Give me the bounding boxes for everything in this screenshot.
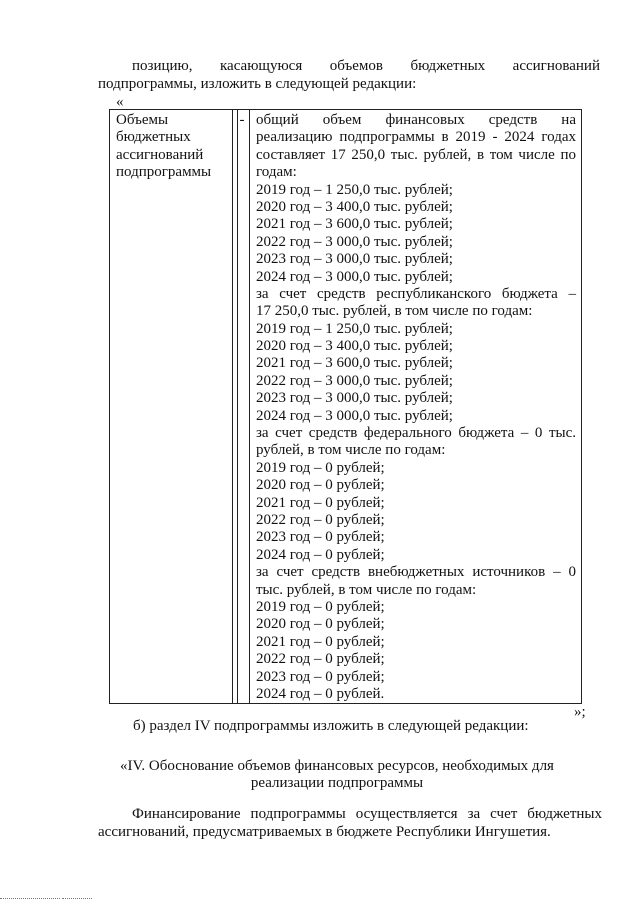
- section-heading: [100, 758, 574, 793]
- table-content-line: 2023 год – 3 000,0 тыс. рублей;: [256, 390, 453, 407]
- label-line: ассигнований: [116, 146, 204, 163]
- budget-table: [109, 109, 582, 704]
- table-content-line: 2023 год – 3 000,0 тыс. рублей;: [256, 251, 453, 268]
- column-divider-3: [249, 109, 250, 704]
- table-content-line: 2019 год – 0 рублей;: [256, 459, 385, 476]
- intro-line-1: позицию, касающуюся объемов бюджетных ассигнований: [132, 58, 600, 74]
- table-content-line: за счет средств внебюджетных источников – 0: [256, 564, 576, 581]
- table-content-line: 2023 год – 0 рублей;: [256, 529, 385, 546]
- table-content-line: реализацию подпрограммы в 2019 - 2024 годах: [256, 129, 576, 146]
- table-content-line: 2021 год – 3 600,0 тыс. рублей;: [256, 355, 453, 372]
- table-content-line: 2023 год – 0 рублей;: [256, 668, 385, 685]
- table-content-line: общий объем финансовых средств на: [256, 112, 576, 128]
- section-b-instruction: б) раздел IV подпрограммы изложить в следующей редакции:: [133, 718, 529, 734]
- table-content-line: 2022 год – 3 000,0 тыс. рублей;: [256, 233, 453, 250]
- table-content-line: 2024 год – 3 000,0 тыс. рублей;: [256, 407, 453, 424]
- table-content-line: 2020 год – 0 рублей;: [256, 477, 385, 494]
- table-content-line: тыс. рублей, в том числе по годам:: [256, 581, 477, 598]
- table-content-line: составляет 17 250,0 тыс. рублей, в том числе по: [256, 146, 576, 163]
- table-content-line: 2020 год – 0 рублей;: [256, 616, 385, 633]
- intro-line-2: подпрограммы, изложить в следующей редакции:: [98, 76, 417, 92]
- paragraph-line-1: Финансирование подпрограммы осуществляется за счет бюджетных: [132, 806, 602, 822]
- table-content-line: 2019 год – 1 250,0 тыс. рублей;: [256, 181, 453, 198]
- table-content-cell: [256, 112, 576, 703]
- label-line: Объемы: [116, 112, 169, 128]
- column-divider-1: [232, 109, 233, 704]
- table-content-line: 2024 год – 0 рублей.: [256, 685, 385, 702]
- heading-line: реализации подпрограммы: [250, 775, 424, 792]
- open-quote: «: [116, 94, 124, 110]
- table-content-line: 2021 год – 0 рублей;: [256, 633, 385, 650]
- table-content-line: 2024 год – 3 000,0 тыс. рублей;: [256, 268, 453, 285]
- paragraph-line-2: ассигнований, предусматриваемых в бюджете Республики Ингушетия.: [98, 824, 551, 840]
- table-label-cell: [116, 112, 236, 182]
- table-content-line: 2020 год – 3 400,0 тыс. рублей;: [256, 198, 453, 215]
- scan-edge-mark: [0, 898, 60, 900]
- table-content-line: за счет средств федерального бюджета – 0 тыс.: [256, 425, 576, 442]
- label-line: бюджетных: [116, 129, 191, 146]
- table-content-line: за счет средств республиканского бюджета –: [256, 285, 576, 302]
- heading-line: «IV. Обоснование объемов финансовых ресурсов, необходимых для: [120, 758, 554, 774]
- table-content-line: 2022 год – 0 рублей;: [256, 651, 385, 668]
- table-content-line: 2021 год – 3 600,0 тыс. рублей;: [256, 216, 453, 233]
- table-content-line: годам:: [256, 164, 297, 181]
- close-quote: »;: [574, 704, 586, 720]
- table-content-line: рублей, в том числе по годам:: [256, 442, 446, 459]
- table-content-line: 2022 год – 3 000,0 тыс. рублей;: [256, 372, 453, 389]
- table-content-line: 2022 год – 0 рублей;: [256, 511, 385, 528]
- table-dash-cell: -: [239, 112, 245, 128]
- table-content-line: 2019 год – 1 250,0 тыс. рублей;: [256, 320, 453, 337]
- table-content-line: 2024 год – 0 рублей;: [256, 546, 385, 563]
- table-content-line: 2020 год – 3 400,0 тыс. рублей;: [256, 338, 453, 355]
- scan-edge-mark: [62, 898, 92, 900]
- table-content-line: 17 250,0 тыс. рублей, в том числе по годам:: [256, 303, 533, 320]
- label-line: подпрограммы: [116, 164, 212, 181]
- table-content-line: 2019 год – 0 рублей;: [256, 598, 385, 615]
- table-content-line: 2021 год – 0 рублей;: [256, 494, 385, 511]
- column-divider-2: [237, 109, 238, 704]
